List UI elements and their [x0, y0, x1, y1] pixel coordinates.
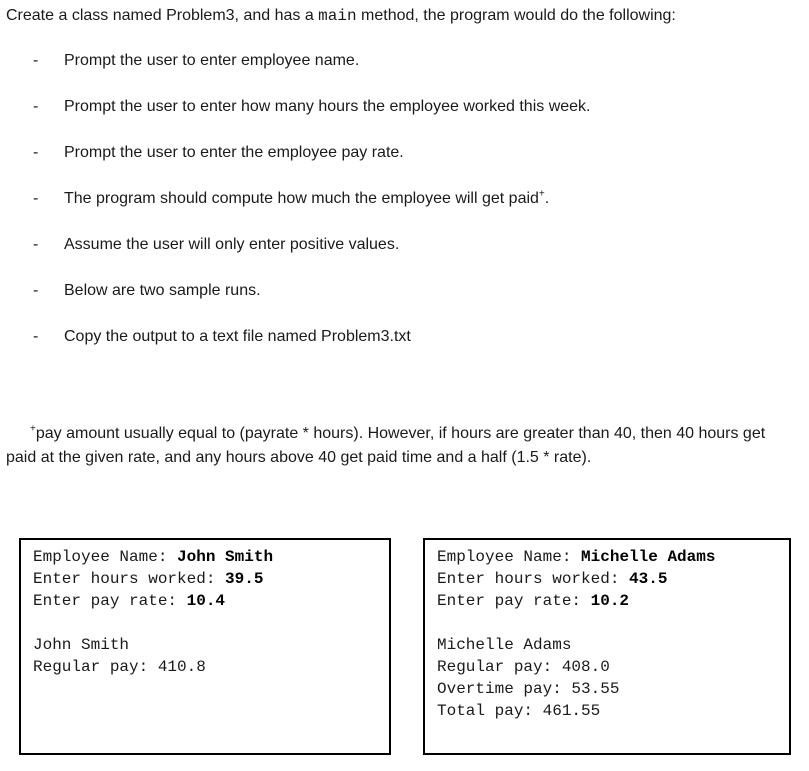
- intro-paragraph: [6, 5, 676, 27]
- console-line: [437, 546, 789, 568]
- list-item-text: Copy the output to a text file named Problem3.txt: [64, 328, 411, 345]
- footnote-text: pay amount usually equal to (payrate * hours). However, if hours are greater than 40, then 40 hours get paid at the given rate, and any hours above 40 get paid time and a half (1.5 * rate).: [6, 425, 766, 466]
- prompt-label: Enter hours worked:: [33, 570, 226, 588]
- list-item-text: Prompt the user to enter employee name.: [64, 52, 360, 69]
- sample-run-2-box: [423, 538, 791, 755]
- bullet-dash: -: [33, 190, 39, 207]
- list-item-text: Prompt the user to enter the employee pay rate.: [64, 144, 404, 161]
- user-input: Michelle Adams: [581, 548, 716, 566]
- list-item-text: Below are two sample runs.: [64, 282, 261, 299]
- sample-run-1-box: [19, 538, 391, 755]
- footnote-marker: +: [30, 423, 36, 435]
- prompt-label: Employee Name:: [33, 548, 178, 566]
- console-line: [33, 590, 389, 612]
- footnote-marker: +: [538, 188, 545, 200]
- console-output-line: Regular pay: 408.0: [437, 658, 610, 676]
- prompt-label: Enter pay rate:: [437, 592, 591, 610]
- console-output-line: Regular pay: 410.8: [33, 658, 206, 676]
- console-line: [437, 568, 789, 590]
- intro-text-end: method, the program would do the following:: [356, 7, 676, 24]
- bullet-dash: -: [33, 282, 39, 299]
- user-input: 10.4: [186, 592, 226, 610]
- user-input: John Smith: [177, 548, 274, 566]
- prompt-label: Enter hours worked:: [437, 570, 630, 588]
- list-item-text: Assume the user will only enter positive values.: [64, 236, 400, 253]
- intro-text-start: Create a class named Problem3, and has a: [6, 7, 319, 24]
- user-input: 10.2: [590, 592, 630, 610]
- bullet-dash: -: [33, 144, 39, 161]
- bullet-dash: -: [33, 236, 39, 253]
- console-line: [33, 568, 389, 590]
- footnote-paragraph: [6, 422, 796, 470]
- console-output-line: Overtime pay: 53.55: [437, 680, 620, 698]
- console-output-line: John Smith: [33, 636, 130, 654]
- bullet-dash: -: [33, 52, 39, 69]
- prompt-label: Enter pay rate:: [33, 592, 187, 610]
- list-item-text-wrapper: [64, 188, 549, 210]
- console-output-line: Total pay: 461.55: [437, 702, 601, 720]
- bullet-dash: -: [33, 98, 39, 115]
- user-input: 39.5: [225, 570, 264, 588]
- console-line: [33, 546, 389, 568]
- console-output-line: Michelle Adams: [437, 636, 572, 654]
- bullet-dash: -: [33, 328, 39, 345]
- list-item-period: .: [544, 190, 550, 207]
- blank-line: [33, 612, 389, 634]
- intro-code-word: main: [318, 7, 357, 25]
- list-item-text: The program should compute how much the employee will get paid: [64, 190, 539, 207]
- user-input: 43.5: [629, 570, 668, 588]
- prompt-label: Employee Name:: [437, 548, 582, 566]
- list-item-text: Prompt the user to enter how many hours the employee worked this week.: [64, 98, 591, 115]
- blank-line: [437, 612, 789, 634]
- console-line: [437, 590, 789, 612]
